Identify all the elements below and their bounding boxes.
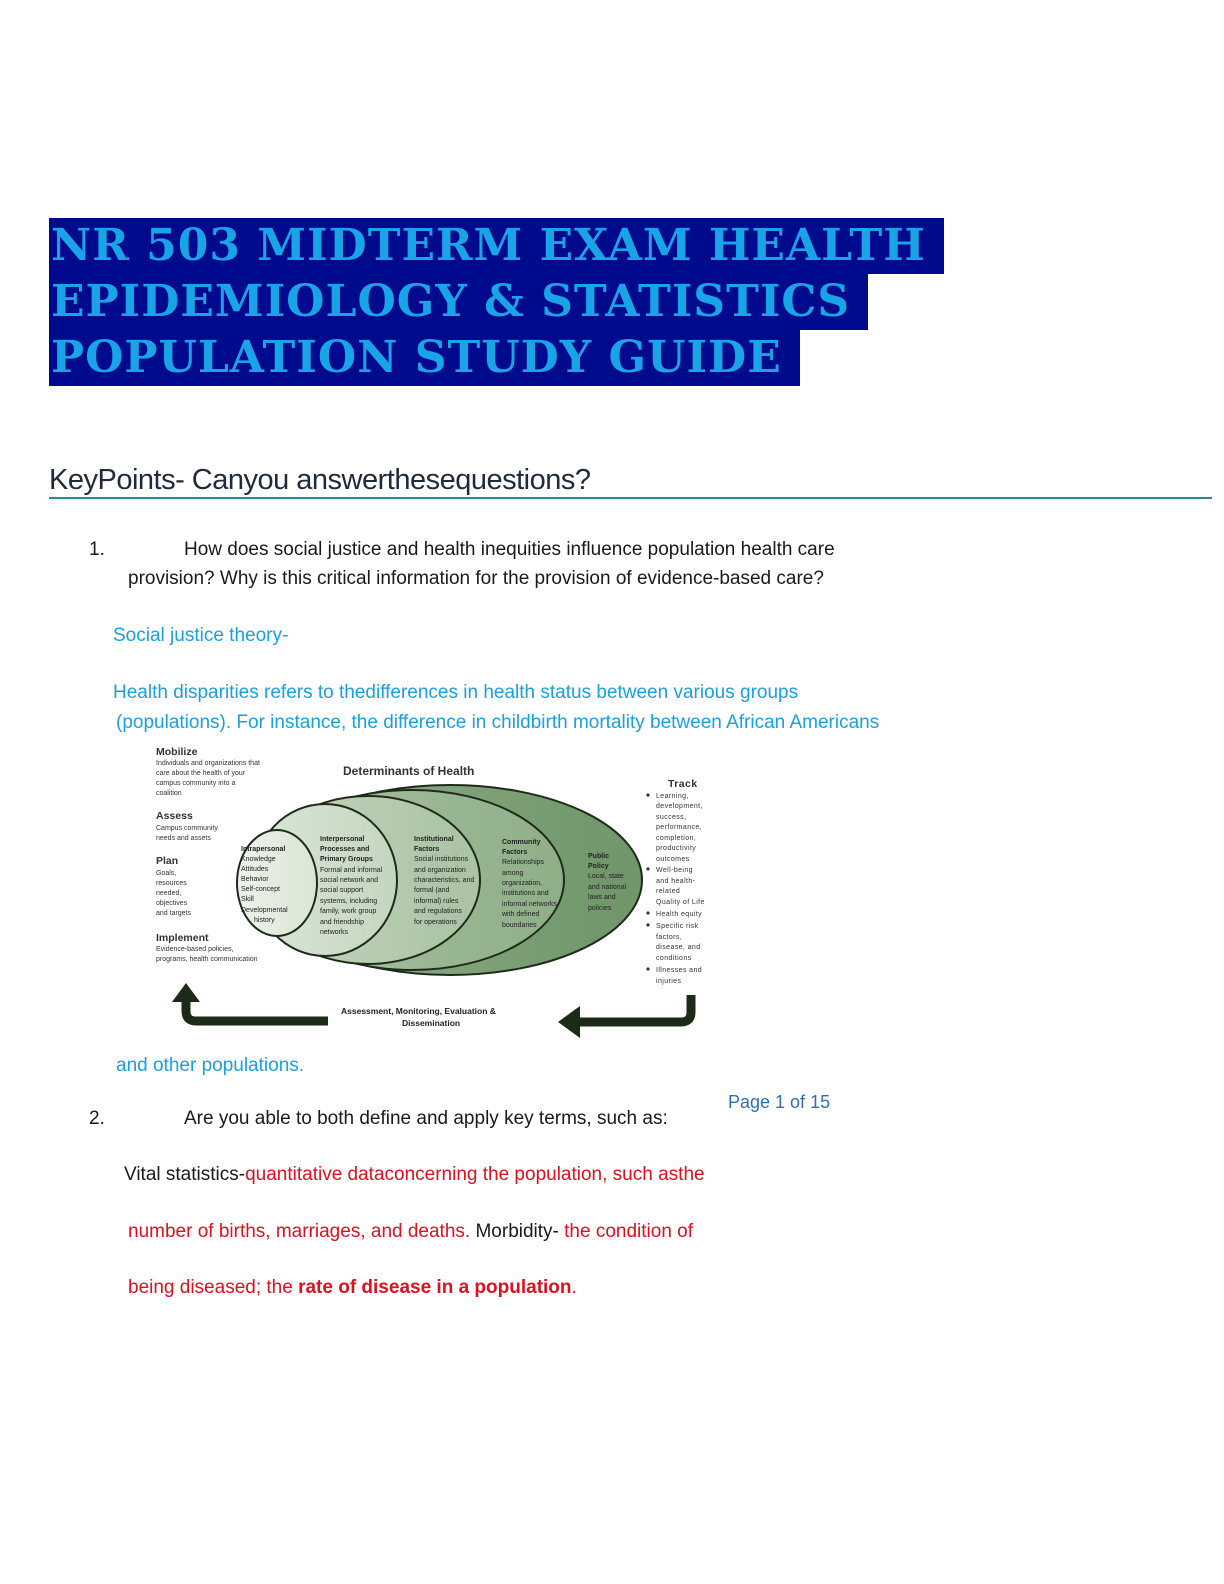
mobilize-heading: Mobilize	[156, 746, 198, 758]
svg-text:Local, state: Local, state	[588, 873, 624, 880]
svg-text:injuries: injuries	[656, 978, 682, 985]
svg-text:and regulations: and regulations	[414, 908, 462, 915]
morbidity-definition-1: the condition of	[564, 1221, 694, 1242]
svg-text:success,: success,	[656, 814, 687, 821]
morbidity-label: Morbidity-	[475, 1221, 559, 1242]
svg-text:factors,: factors,	[656, 934, 683, 941]
svg-text:Intrapersonal: Intrapersonal	[241, 846, 286, 853]
svg-text:history: history	[254, 917, 275, 924]
svg-text:for operations: for operations	[414, 919, 457, 926]
figure-bottom-label-2: Dissemination	[402, 1018, 461, 1028]
svg-text:Specific risk: Specific risk	[656, 923, 699, 930]
svg-text:objectives: objectives	[156, 900, 188, 907]
title-line-3: POPULATION STUDY GUIDE	[49, 330, 800, 386]
svg-text:Individuals and organizations: Individuals and organizations that	[156, 760, 260, 767]
svg-text:needs and assets: needs and assets	[156, 835, 211, 842]
question-1-number: 1.	[89, 539, 105, 560]
svg-text:characteristics, and: characteristics, and	[414, 877, 475, 884]
track-heading: Track	[668, 778, 698, 790]
svg-text:programs, health communication: programs, health communication	[156, 956, 258, 963]
svg-text:family, work group: family, work group	[320, 908, 377, 915]
svg-text:Quality of Life: Quality of Life	[656, 899, 705, 906]
vital-statistics-definition-1: quantitative dataconcerning the population, such asthe	[245, 1164, 705, 1185]
svg-text:Evidence-based policies,: Evidence-based policies,	[156, 946, 234, 953]
page-number: Page 1 of 15	[728, 1092, 831, 1112]
plan-heading: Plan	[156, 855, 179, 867]
question-1-line-1: How does social justice and health inequities influence population health care	[184, 539, 835, 560]
figure-bottom-label-1: Assessment, Monitoring, Evaluation &	[341, 1006, 496, 1016]
section-heading: KeyPoints- Canyou answerthesequestions?	[49, 464, 591, 496]
svg-text:Skill: Skill	[241, 896, 254, 903]
svg-text:with defined: with defined	[502, 911, 540, 918]
svg-text:Campus community: Campus community	[156, 825, 218, 832]
heading-underline	[49, 497, 1212, 499]
svg-text:social network and: social network and	[320, 877, 378, 884]
determinants-of-health-figure	[150, 740, 730, 1045]
svg-text:Well-being: Well-being	[656, 867, 693, 874]
morbidity-definition-bold: rate of disease in a population	[298, 1277, 572, 1298]
svg-text:policies: policies	[588, 905, 612, 912]
question-2-number: 2.	[89, 1108, 105, 1129]
svg-text:Community: Community	[502, 839, 541, 846]
svg-text:completion,: completion,	[656, 835, 697, 842]
svg-text:Relationships: Relationships	[502, 859, 545, 866]
vital-statistics-definition-2: number of births, marriages, and deaths.	[128, 1221, 471, 1242]
svg-text:campus community into a: campus community into a	[156, 780, 236, 787]
svg-text:Behavior: Behavior	[241, 876, 269, 883]
svg-text:Knowledge: Knowledge	[241, 856, 276, 863]
svg-text:Public: Public	[588, 853, 610, 860]
svg-text:Policy: Policy	[588, 863, 609, 870]
svg-text:laws and: laws and	[588, 894, 616, 901]
svg-text:needed,: needed,	[156, 890, 182, 897]
svg-text:Institutional: Institutional	[414, 836, 454, 843]
svg-text:performance,: performance,	[656, 824, 703, 831]
assess-heading: Assess	[156, 810, 193, 822]
svg-text:informal networks: informal networks	[502, 901, 557, 908]
svg-text:outcomes: outcomes	[656, 856, 690, 863]
vital-statistics-label: Vital statistics-	[124, 1164, 246, 1185]
svg-text:Formal and informal: Formal and informal	[320, 867, 383, 874]
vital-morbidity-line	[128, 1221, 693, 1243]
health-disparities-line-1: Health disparities refers to thedifferences in health status between various groups	[113, 682, 799, 703]
svg-text:and friendship: and friendship	[320, 919, 364, 926]
svg-text:Health equity: Health equity	[656, 911, 703, 918]
vital-statistics-line	[124, 1164, 705, 1186]
svg-text:and national: and national	[588, 884, 627, 891]
svg-text:Social institutions: Social institutions	[414, 856, 469, 863]
health-disparities-line-2: (populations). For instance, the difference in childbirth mortality between African Americans	[116, 712, 880, 733]
left-return-arrow	[186, 1000, 328, 1021]
svg-text:productivity: productivity	[656, 845, 697, 852]
right-return-arrow	[578, 995, 691, 1022]
svg-text:formal (and: formal (and	[414, 887, 450, 894]
svg-text:systems, including: systems, including	[320, 898, 378, 905]
svg-text:Goals,: Goals,	[156, 870, 177, 877]
morbidity-line-2	[128, 1277, 577, 1299]
svg-text:networks: networks	[320, 929, 349, 936]
health-disparities-line-3: and other populations.	[116, 1055, 305, 1076]
svg-text:organization,: organization,	[502, 880, 543, 887]
svg-text:Factors: Factors	[502, 849, 528, 856]
morbidity-definition-end: .	[571, 1277, 577, 1298]
svg-text:Primary Groups: Primary Groups	[320, 856, 373, 863]
svg-text:Illnesses and: Illnesses and	[656, 967, 703, 974]
svg-text:conditions: conditions	[656, 955, 692, 962]
svg-text:Developmental: Developmental	[241, 907, 288, 914]
svg-text:Factors: Factors	[414, 846, 440, 853]
svg-text:and targets: and targets	[156, 910, 192, 917]
right-arrow-head	[558, 1006, 580, 1038]
svg-text:development,: development,	[656, 803, 703, 810]
svg-text:Learning,: Learning,	[656, 793, 689, 800]
svg-text:social support: social support	[320, 887, 364, 894]
title-line-1: NR 503 MIDTERM EXAM HEALTH	[49, 218, 944, 274]
question-1-line-2: provision? Why is this critical information for the provision of evidence-based care?	[128, 568, 824, 589]
implement-heading: Implement	[156, 932, 209, 944]
svg-text:informal) rules: informal) rules	[414, 898, 459, 905]
svg-text:related: related	[656, 888, 681, 895]
document-title	[49, 218, 944, 386]
svg-text:institutions and: institutions and	[502, 890, 549, 897]
svg-text:boundaries: boundaries	[502, 922, 537, 929]
left-arrow-head	[172, 983, 200, 1002]
svg-text:among: among	[502, 870, 524, 877]
morbidity-definition-2: being diseased; the	[128, 1277, 293, 1298]
svg-text:Attitudes: Attitudes	[241, 866, 269, 873]
figure-title: Determinants of Health	[343, 764, 475, 778]
svg-text:disease, and: disease, and	[656, 944, 701, 951]
svg-text:Self-concept: Self-concept	[241, 886, 280, 893]
social-justice-label: Social justice theory-	[113, 625, 289, 646]
svg-text:coalition: coalition	[156, 790, 182, 797]
svg-text:and organization: and organization	[414, 867, 466, 874]
svg-text:Interpersonal: Interpersonal	[320, 836, 365, 843]
svg-text:Processes and: Processes and	[320, 846, 370, 853]
svg-text:and health-: and health-	[656, 878, 696, 885]
title-line-2: EPIDEMIOLOGY & STATISTICS	[49, 274, 868, 330]
svg-text:care about the health of your: care about the health of your	[156, 770, 246, 777]
question-2-text: Are you able to both define and apply key terms, such as:	[184, 1108, 668, 1129]
svg-text:resources: resources	[156, 880, 187, 887]
